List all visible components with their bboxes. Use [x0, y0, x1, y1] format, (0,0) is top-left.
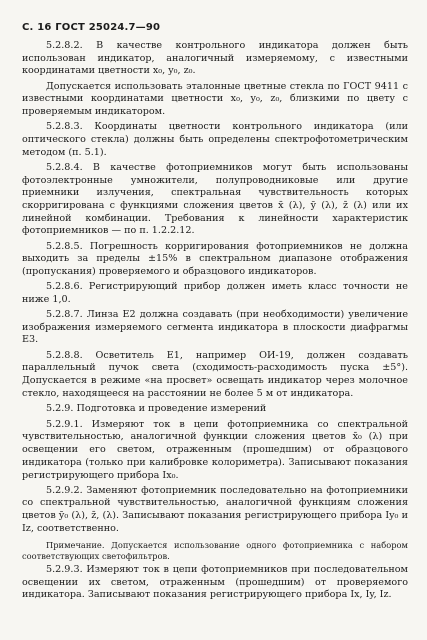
document-body: [22, 40, 408, 602]
paragraph-5-2-9-2: 5.2.9.2. Заменяют фотоприемник последовательно на фотоприемники со спектральной чувствительностью, аналогичной функциям сложения цветов ȳ₀ (λ), z̄, (λ). Записывают показания регистрирующего прибора Iy₀ и Iz, соответственно.: [22, 484, 408, 534]
paragraph-5-2-9-1: 5.2.9.1. Измеряют ток в цепи фотоприемника со спектральной чувствительностью, аналогичной функции сложения цветов x̄₀ (λ) при освещении его светом, отраженным (прошедшим) от образцового индикатора (только при калибровке колориметра). Записывают показания регистрирующего прибора Ix₀.: [22, 418, 408, 481]
paragraph-5-2-8-7: 5.2.8.7. Линза E2 должна создавать (при необходимости) увеличение изображения измеряемого сегмента индикатора в плоскости диафрагмы E3.: [22, 309, 408, 346]
page-header: С. 16 ГОСТ 25024.7—90: [22, 22, 161, 33]
section-heading-5-2-9: 5.2.9. Подготовка и проведение измерений: [46, 403, 267, 415]
paragraph-5-2-8-6: 5.2.8.6. Регистрирующий прибор должен иметь класс точности не ниже 1,0.: [22, 281, 408, 305]
paragraph-5-2-8-2: 5.2.8.2. В качестве контрольного индикатора должен быть использован индикатор, аналогичный измеряемому, с известными координатами цветности x₀, y₀, z₀.: [22, 40, 408, 77]
paragraph-5-2-8-8: 5.2.8.8. Осветитель E1, например ОИ-19, должен создавать параллельный пучок света (сходимость-расходимость пуска ±5°). Допускается в режиме «на просвет» освещать индикатор через молочное стекло, находящееся на расстоянии не более 5 м от индикатора.: [22, 349, 408, 399]
paragraph-5-2-8-4: 5.2.8.4. В качестве фотоприемников могут быть использованы фотоэлектронные умножители, полупроводниковые или другие приемники излучения, спектральная чувствительность которых скорригирована с функциями сложения цветов x̄ (λ), ȳ (λ), z̄ (λ) или их линейной комбинации. Требования к линейности характеристик фотоприемников — по п. 1.2.2.12.: [22, 161, 408, 237]
paragraph-5-2-8-5: 5.2.8.5. Погрешность корригирования фотоприемников не должна выходить за пределы ±15% в спектральном диапазоне отображения (пропускания) проверяемого и образцового индикаторов.: [22, 240, 408, 277]
paragraph-glass-allowance: Допускается использовать эталонные цветные стекла по ГОСТ 9411 с известными координатами цветности x₀, y₀, z₀, близкими по цвету с проверяемым индикатором.: [22, 80, 408, 118]
paragraph-5-2-8-3: 5.2.8.3. Координаты цветности контрольного индикатора (или оптического стекла) должны быть определены спектрофотометрическим методом (п. 5.1).: [22, 121, 408, 158]
note-paragraph: Примечание. Допускается использование одного фотоприемника с набором соответствующих светофильтров.: [22, 539, 408, 561]
paragraph-5-2-9-3: 5.2.9.3. Измеряют ток в цепи фотоприемников при последовательном освещении их светом, отраженным (прошедшим) от проверяемого индикатора. Записывают показания регистрирующего прибора Ix, Iy, Iz.: [22, 564, 408, 601]
